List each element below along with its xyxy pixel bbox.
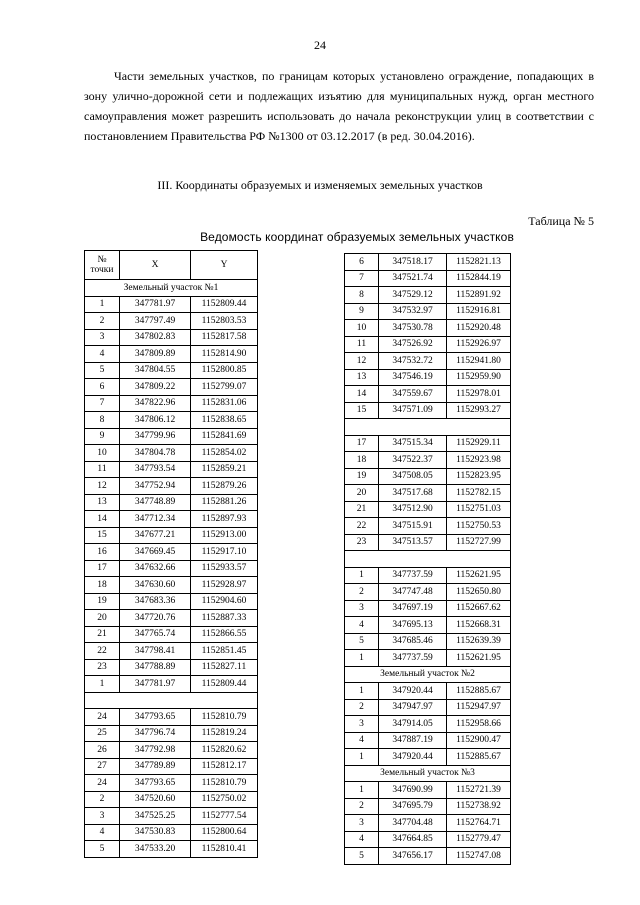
- cell-y: 1152779.47: [447, 831, 511, 848]
- cell-y: 1152777.54: [191, 808, 258, 825]
- cell-y: 1152897.93: [191, 511, 258, 528]
- cell-x: 347515.91: [379, 518, 447, 535]
- cell-y: 1152844.19: [447, 270, 511, 287]
- cell-y: 1152933.57: [191, 560, 258, 577]
- cell-y: 1152667.62: [447, 600, 511, 617]
- cell-y: 1152764.71: [447, 815, 511, 832]
- cell-x: 347690.99: [379, 782, 447, 799]
- cell-y: 1152751.03: [447, 501, 511, 518]
- table-row: [85, 659, 258, 676]
- table-row: [345, 435, 511, 452]
- cell-x: 347571.09: [379, 402, 447, 419]
- cell-n: 8: [85, 412, 120, 429]
- cell-n: 1: [85, 296, 120, 313]
- cell-x: 347525.25: [120, 808, 191, 825]
- cell-n: 20: [85, 610, 120, 627]
- table-row: [85, 379, 258, 396]
- cell-x: 347720.76: [120, 610, 191, 627]
- cell-y: 1152782.15: [447, 485, 511, 502]
- cell-x: 347656.17: [379, 848, 447, 865]
- table-row: [345, 534, 511, 551]
- cell-n: 17: [345, 435, 379, 452]
- cell-n: 13: [345, 369, 379, 386]
- cell-x: 347793.65: [120, 775, 191, 792]
- cell-n: 14: [85, 511, 120, 528]
- section-label: Земельный участок №3: [345, 765, 511, 782]
- empty-row: [345, 551, 511, 568]
- cell-y: 1152812.17: [191, 758, 258, 775]
- cell-x: 347546.19: [379, 369, 447, 386]
- cell-x: 347664.85: [379, 831, 447, 848]
- cell-n: 15: [85, 527, 120, 544]
- cell-y: 1152827.11: [191, 659, 258, 676]
- cell-x: 347914.05: [379, 716, 447, 733]
- table-row: [85, 742, 258, 759]
- coordinates-table-left: [84, 250, 258, 858]
- cell-y: 1152891.92: [447, 287, 511, 304]
- cell-n: 23: [345, 534, 379, 551]
- cell-x: 347530.78: [379, 320, 447, 337]
- cell-x: 347793.65: [120, 709, 191, 726]
- table-row: [85, 560, 258, 577]
- cell-n: 15: [345, 402, 379, 419]
- cell-n: 9: [345, 303, 379, 320]
- table-row: [85, 626, 258, 643]
- cell-y: 1152959.90: [447, 369, 511, 386]
- section-row: [85, 280, 258, 297]
- table-row: [345, 485, 511, 502]
- table-row: [85, 725, 258, 742]
- cell-x: 347920.44: [379, 749, 447, 766]
- empty-row: [345, 419, 511, 436]
- table-row: [85, 362, 258, 379]
- body-paragraph: Части земельных участков, по границам которых установлено ограждение, попадающих в зону улично-дорожной сети и подлежащих изъятию для муниципальных нужд, орган местного самоуправления может разрешить использовать до начала реконструкции улиц в соответствии с постановлением Правительства РФ №1300 от 03.12.2017 (в ред. 30.04.2016).: [84, 69, 594, 143]
- cell-n: 10: [85, 445, 120, 462]
- cell-x: 347695.13: [379, 617, 447, 634]
- cell-x: 347559.67: [379, 386, 447, 403]
- cell-x: 347515.34: [379, 435, 447, 452]
- cell-x: 347789.89: [120, 758, 191, 775]
- cell-y: 1152747.08: [447, 848, 511, 865]
- cell-x: 347533.20: [120, 841, 191, 858]
- cell-x: 347798.41: [120, 643, 191, 660]
- cell-x: 347520.60: [120, 791, 191, 808]
- cell-y: 1152838.65: [191, 412, 258, 429]
- cell-x: 347695.79: [379, 798, 447, 815]
- table-row: [85, 313, 258, 330]
- header-point-number-line2: точки: [90, 265, 114, 275]
- table-row: [345, 402, 511, 419]
- empty-cell: [85, 692, 258, 709]
- cell-n: 22: [85, 643, 120, 660]
- cell-x: 347796.74: [120, 725, 191, 742]
- cell-y: 1152621.95: [447, 650, 511, 667]
- cell-y: 1152621.95: [447, 567, 511, 584]
- header-y: Y: [191, 251, 258, 280]
- table-row: [345, 254, 511, 271]
- cell-x: 347809.89: [120, 346, 191, 363]
- cell-n: 3: [345, 815, 379, 832]
- cell-y: 1152879.26: [191, 478, 258, 495]
- cell-x: 347532.72: [379, 353, 447, 370]
- table-header-row: [85, 251, 258, 280]
- table-row: [85, 593, 258, 610]
- cell-x: 347521.74: [379, 270, 447, 287]
- coordinates-table-right: [344, 253, 511, 865]
- cell-n: 17: [85, 560, 120, 577]
- cell-x: 347747.48: [379, 584, 447, 601]
- cell-n: 9: [85, 428, 120, 445]
- section-row: [345, 666, 511, 683]
- cell-n: 3: [85, 808, 120, 825]
- cell-n: 13: [85, 494, 120, 511]
- table-row: [345, 716, 511, 733]
- table-row: [85, 494, 258, 511]
- table-row: [85, 775, 258, 792]
- cell-n: 2: [85, 791, 120, 808]
- table-row: [85, 346, 258, 363]
- cell-n: 12: [345, 353, 379, 370]
- table-row: [85, 824, 258, 841]
- cell-y: 1152929.11: [447, 435, 511, 452]
- table-row: [345, 320, 511, 337]
- cell-x: 347513.57: [379, 534, 447, 551]
- cell-n: 24: [85, 709, 120, 726]
- cell-n: 1: [345, 683, 379, 700]
- cell-x: 347947.97: [379, 699, 447, 716]
- page-number: 24: [314, 38, 326, 52]
- cell-n: 19: [85, 593, 120, 610]
- cell-y: 1152928.97: [191, 577, 258, 594]
- table-row: [345, 815, 511, 832]
- table-row: [345, 270, 511, 287]
- cell-y: 1152817.58: [191, 329, 258, 346]
- cell-y: 1152885.67: [447, 683, 511, 700]
- cell-y: 1152866.55: [191, 626, 258, 643]
- section-label: Земельный участок №2: [345, 666, 511, 683]
- cell-y: 1152799.07: [191, 379, 258, 396]
- section-row: [345, 765, 511, 782]
- table-row: [345, 699, 511, 716]
- cell-y: 1152721.39: [447, 782, 511, 799]
- table-row: [345, 650, 511, 667]
- cell-n: 21: [85, 626, 120, 643]
- cell-x: 347704.48: [379, 815, 447, 832]
- cell-x: 347683.36: [120, 593, 191, 610]
- table-row: [85, 296, 258, 313]
- table-row: [85, 544, 258, 561]
- table-row: [345, 617, 511, 634]
- cell-n: 2: [345, 584, 379, 601]
- header-x: X: [120, 251, 191, 280]
- cell-n: 4: [85, 346, 120, 363]
- cell-n: 2: [345, 699, 379, 716]
- table-row: [345, 848, 511, 865]
- table-row: [345, 353, 511, 370]
- cell-n: 5: [85, 841, 120, 858]
- cell-y: 1152920.48: [447, 320, 511, 337]
- table-row: [345, 831, 511, 848]
- cell-x: 347677.21: [120, 527, 191, 544]
- cell-n: 12: [85, 478, 120, 495]
- table-row: [345, 287, 511, 304]
- cell-x: 347802.83: [120, 329, 191, 346]
- table-row: [85, 808, 258, 825]
- cell-x: 347920.44: [379, 683, 447, 700]
- cell-y: 1152639.39: [447, 633, 511, 650]
- table-row: [85, 643, 258, 660]
- cell-x: 347822.96: [120, 395, 191, 412]
- cell-y: 1152923.98: [447, 452, 511, 469]
- cell-n: 20: [345, 485, 379, 502]
- table-row: [345, 600, 511, 617]
- cell-y: 1152810.41: [191, 841, 258, 858]
- cell-x: 347530.83: [120, 824, 191, 841]
- table-row: [345, 567, 511, 584]
- cell-n: 21: [345, 501, 379, 518]
- cell-x: 347781.97: [120, 676, 191, 693]
- cell-n: 4: [345, 617, 379, 634]
- table-row: [85, 329, 258, 346]
- table-row: [345, 749, 511, 766]
- cell-n: 7: [345, 270, 379, 287]
- cell-x: 347887.19: [379, 732, 447, 749]
- empty-cell: [345, 419, 511, 436]
- cell-n: 11: [345, 336, 379, 353]
- cell-y: 1152803.53: [191, 313, 258, 330]
- cell-x: 347512.90: [379, 501, 447, 518]
- cell-y: 1152887.33: [191, 610, 258, 627]
- cell-n: 3: [345, 600, 379, 617]
- table-row: [85, 478, 258, 495]
- cell-x: 347697.19: [379, 600, 447, 617]
- cell-x: 347526.92: [379, 336, 447, 353]
- table-row: [345, 584, 511, 601]
- cell-x: 347804.55: [120, 362, 191, 379]
- cell-x: 347781.97: [120, 296, 191, 313]
- table-row: [85, 610, 258, 627]
- cell-x: 347748.89: [120, 494, 191, 511]
- cell-x: 347529.12: [379, 287, 447, 304]
- cell-n: 11: [85, 461, 120, 478]
- cell-n: 24: [85, 775, 120, 792]
- cell-n: 25: [85, 725, 120, 742]
- cell-y: 1152810.79: [191, 775, 258, 792]
- table-row: [345, 798, 511, 815]
- cell-x: 347765.74: [120, 626, 191, 643]
- table-row: [345, 336, 511, 353]
- cell-n: 7: [85, 395, 120, 412]
- section-label: Земельный участок №1: [85, 280, 258, 297]
- table-row: [345, 468, 511, 485]
- table-row: [85, 428, 258, 445]
- cell-x: 347669.45: [120, 544, 191, 561]
- cell-x: 347797.49: [120, 313, 191, 330]
- cell-y: 1152941.80: [447, 353, 511, 370]
- cell-n: 22: [345, 518, 379, 535]
- cell-n: 5: [345, 633, 379, 650]
- header-point-number: [85, 251, 120, 280]
- cell-x: 347799.96: [120, 428, 191, 445]
- cell-x: 347532.97: [379, 303, 447, 320]
- cell-y: 1152851.45: [191, 643, 258, 660]
- cell-y: 1152668.31: [447, 617, 511, 634]
- cell-n: 3: [345, 716, 379, 733]
- cell-y: 1152750.02: [191, 791, 258, 808]
- cell-y: 1152904.60: [191, 593, 258, 610]
- cell-n: 4: [345, 732, 379, 749]
- cell-x: 347685.46: [379, 633, 447, 650]
- table-row: [345, 732, 511, 749]
- cell-y: 1152821.13: [447, 254, 511, 271]
- cell-y: 1152900.47: [447, 732, 511, 749]
- header-point-number-line1: №: [97, 255, 107, 265]
- cell-y: 1152881.26: [191, 494, 258, 511]
- cell-x: 347793.54: [120, 461, 191, 478]
- cell-y: 1152978.01: [447, 386, 511, 403]
- cell-y: 1152823.95: [447, 468, 511, 485]
- cell-y: 1152993.27: [447, 402, 511, 419]
- cell-y: 1152947.97: [447, 699, 511, 716]
- table-row: [345, 501, 511, 518]
- cell-x: 347508.05: [379, 468, 447, 485]
- table-row: [345, 633, 511, 650]
- cell-y: 1152841.69: [191, 428, 258, 445]
- cell-x: 347712.34: [120, 511, 191, 528]
- cell-y: 1152831.06: [191, 395, 258, 412]
- cell-x: 347518.17: [379, 254, 447, 271]
- cell-y: 1152738.92: [447, 798, 511, 815]
- cell-x: 347806.12: [120, 412, 191, 429]
- cell-n: 18: [345, 452, 379, 469]
- table-row: [345, 683, 511, 700]
- cell-x: 347809.22: [120, 379, 191, 396]
- cell-y: 1152885.67: [447, 749, 511, 766]
- cell-n: 16: [85, 544, 120, 561]
- table-row: [85, 577, 258, 594]
- cell-y: 1152820.62: [191, 742, 258, 759]
- cell-y: 1152814.90: [191, 346, 258, 363]
- cell-n: 8: [345, 287, 379, 304]
- cell-n: 6: [345, 254, 379, 271]
- cell-n: 5: [345, 848, 379, 865]
- cell-x: 347737.59: [379, 567, 447, 584]
- cell-n: 18: [85, 577, 120, 594]
- cell-n: 19: [345, 468, 379, 485]
- table-row: [85, 511, 258, 528]
- cell-x: 347630.60: [120, 577, 191, 594]
- cell-n: 26: [85, 742, 120, 759]
- cell-n: 2: [85, 313, 120, 330]
- cell-x: 347788.89: [120, 659, 191, 676]
- cell-x: 347522.37: [379, 452, 447, 469]
- cell-x: 347737.59: [379, 650, 447, 667]
- cell-y: 1152913.00: [191, 527, 258, 544]
- table-row: [85, 758, 258, 775]
- cell-n: 14: [345, 386, 379, 403]
- table-row: [345, 369, 511, 386]
- cell-y: 1152916.81: [447, 303, 511, 320]
- cell-n: 4: [85, 824, 120, 841]
- cell-n: 1: [345, 749, 379, 766]
- table-row: [85, 395, 258, 412]
- table-row: [85, 709, 258, 726]
- cell-y: 1152926.97: [447, 336, 511, 353]
- cell-y: 1152859.21: [191, 461, 258, 478]
- cell-n: 23: [85, 659, 120, 676]
- cell-x: 347632.66: [120, 560, 191, 577]
- cell-n: 1: [345, 650, 379, 667]
- cell-n: 27: [85, 758, 120, 775]
- cell-x: 347752.94: [120, 478, 191, 495]
- table-row: [345, 782, 511, 799]
- table-row: [85, 791, 258, 808]
- cell-y: 1152854.02: [191, 445, 258, 462]
- cell-x: 347517.68: [379, 485, 447, 502]
- cell-n: 2: [345, 798, 379, 815]
- cell-y: 1152958.66: [447, 716, 511, 733]
- cell-n: 6: [85, 379, 120, 396]
- cell-n: 10: [345, 320, 379, 337]
- cell-y: 1152800.85: [191, 362, 258, 379]
- table-row: [345, 518, 511, 535]
- cell-n: 1: [345, 782, 379, 799]
- cell-y: 1152750.53: [447, 518, 511, 535]
- cell-n: 5: [85, 362, 120, 379]
- empty-cell: [345, 551, 511, 568]
- cell-y: 1152819.24: [191, 725, 258, 742]
- table-row: [85, 445, 258, 462]
- table-row: [345, 386, 511, 403]
- cell-y: 1152727.99: [447, 534, 511, 551]
- cell-n: 1: [345, 567, 379, 584]
- table-row: [85, 676, 258, 693]
- cell-n: 3: [85, 329, 120, 346]
- cell-y: 1152809.44: [191, 676, 258, 693]
- cell-y: 1152810.79: [191, 709, 258, 726]
- cell-n: 4: [345, 831, 379, 848]
- cell-x: 347792.98: [120, 742, 191, 759]
- table-row: [345, 303, 511, 320]
- table-row: [85, 412, 258, 429]
- table-row: [85, 841, 258, 858]
- cell-y: 1152650.80: [447, 584, 511, 601]
- table-title: Ведомость координат образуемых земельных участков: [200, 230, 514, 244]
- table-row: [85, 527, 258, 544]
- table-number: Таблица № 5: [528, 214, 594, 228]
- cell-y: 1152917.10: [191, 544, 258, 561]
- table-row: [345, 452, 511, 469]
- section-title: III. Координаты образуемых и изменяемых земельных участков: [157, 178, 483, 192]
- table-row: [85, 461, 258, 478]
- cell-y: 1152800.64: [191, 824, 258, 841]
- cell-n: 1: [85, 676, 120, 693]
- empty-row: [85, 692, 258, 709]
- cell-y: 1152809.44: [191, 296, 258, 313]
- cell-x: 347804.78: [120, 445, 191, 462]
